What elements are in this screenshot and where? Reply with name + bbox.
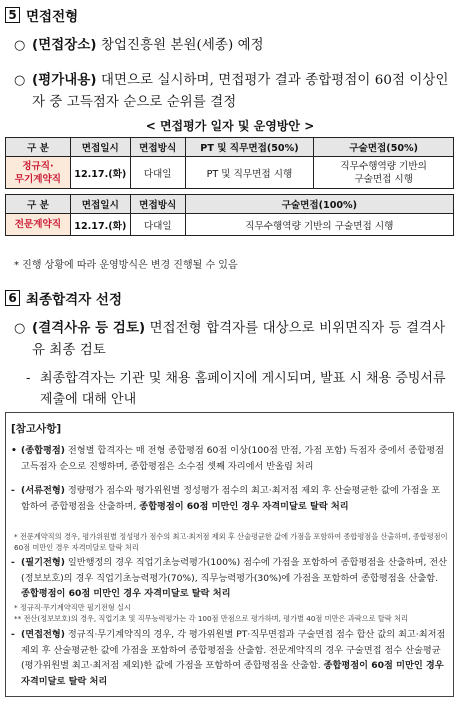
reference-title: [참고사항]: [11, 423, 62, 435]
item-text: 정량평가 점수와 평가위원별 정성평가 점수의 최고·최저점 제외 후 산술평균한 값에 가점을 포함하여 종합평점을 산출하며,: [21, 485, 441, 512]
interview-schedule-table-1: [5, 137, 454, 189]
bullet-text: 대면으로 실시하며, 면접평가 결과 종합평점이 60점 이상인 자 중 고득점자 순으로 순위를 결정: [32, 73, 449, 110]
table-header-row: [6, 138, 454, 157]
cell-method: 다대일: [130, 214, 185, 236]
bullet-text: 창업진흥원 본원(세종) 예정: [96, 38, 264, 53]
reference-subnote: ** 전산(정보보호)의 경우, 직업기초 및 직무능력평가는 각 100점 만점으로 평가하며, 평가별 40점 미만은 과락으로 탈락 처리: [14, 614, 408, 623]
dash-text: 최종합격자는 기관 및 채용 홈페이지에 게시되며, 발표 시 채용 증빙서류 제출에 대해 안내: [40, 371, 446, 407]
header-date: 면접일시: [70, 138, 130, 157]
item-label: (종합평점): [21, 445, 65, 456]
table-caption: < 면접평가 일자 및 운영방안 >: [145, 119, 315, 133]
section-6-heading: [5, 288, 122, 308]
table-row: [6, 157, 454, 189]
section-number-box: 6: [5, 290, 20, 306]
bullet-interview-location: [14, 35, 452, 57]
section-number-box: 5: [5, 7, 20, 23]
circle-bullet-icon: ○: [14, 38, 26, 53]
header-oral: 구술면접(100%): [185, 195, 453, 214]
bullet-evaluation-content: [14, 70, 452, 114]
table-row: [6, 214, 454, 236]
header-date: 면접일시: [70, 195, 130, 214]
item-text: 일반행정의 경우 직업기초능력평가(100%) 점수에 가점을 포함하여 종합평점을 산출하며, 전산(정보보호)의 경우 직업기초능력평가(70%), 직무능력평가(30%)에 가점을 포함하여 종합평점을 산출함.: [21, 557, 448, 584]
item-label: (서류전형): [21, 485, 65, 496]
circle-bullet-icon: ○: [14, 321, 26, 336]
section-5-heading: [5, 5, 78, 25]
dash-mark: -: [11, 485, 15, 496]
bullet-text: 면접전형 합격자를 대상으로 비위면직자 등 결격사유 최종 검토: [32, 321, 446, 358]
operation-note: * 진행 상황에 따라 운영방식은 변경 진행될 수 있음: [14, 260, 238, 271]
cell-oral: 직무수행역량 기반의 구술면접 시행: [185, 214, 453, 236]
item-label: (필기전형): [21, 557, 65, 568]
section-title: 최종합격자 선정: [26, 292, 122, 308]
reference-box: [5, 412, 454, 697]
reference-item-written: [11, 555, 448, 602]
circle-bullet-icon: ○: [14, 73, 26, 88]
section-title: 면접전형: [26, 9, 79, 25]
bullet-label: (평가내용): [32, 73, 97, 88]
header-method: 면접방식: [130, 195, 185, 214]
table-header-row: [6, 195, 454, 214]
reference-item-total-score: [11, 443, 448, 474]
bullet-label: (면접장소): [32, 38, 97, 53]
cell-category: 전문계약직: [6, 214, 71, 236]
item-tail: 종합평점이 60점 미만인 경우 자격미달로 탈락 처리: [21, 588, 231, 599]
header-pt: PT 및 직무면접(50%): [185, 138, 314, 157]
dash-final-announcement: [26, 368, 452, 410]
dash-mark: -: [26, 371, 31, 386]
bullet-label: (결격사유 등 검토): [32, 321, 146, 336]
bullet-disqualification-review: [14, 318, 452, 362]
item-label: (면접전형): [21, 629, 65, 640]
reference-item-document: [11, 483, 448, 514]
cell-method: 다대일: [130, 157, 185, 189]
cell-oral: 직무수행역량 기반의 구술면접 시행: [314, 157, 454, 189]
item-tail: 종합평점이 60점 미만인 경우 자격미달로 탈락 처리: [21, 660, 444, 687]
header-method: 면접방식: [130, 138, 185, 157]
reference-subnote: * 정규직·무기계약직만 필기전형 실시: [14, 603, 131, 612]
dash-mark: -: [11, 629, 15, 640]
cell-date: 12.17.(화): [70, 214, 130, 236]
item-text: 정규직·무기계약직의 경우, 각 평가위원별 PT·직무면접과 구술면접 점수 합산 값의 최고·최저점 제외 후 산술평균한 값에 가점을 포함하여 종합평점을 산출함. 전문계약직의 경우 구술면접 점수 산술평균(평가위원별 최고·최저점 제외)한 값에 가점을 포함하여 종합평점을 산출함.: [21, 629, 446, 671]
item-text: 전형별 합격자는 매 전형 종합평점 60점 이상(100점 만점, 가점 포함) 득점자 중에서 종합평점 고득점자 순으로 진행하며, 종합평점은 소수점 셋째 자리에서 반올림 처리: [21, 445, 444, 472]
bullet-mark: •: [11, 445, 17, 456]
interview-schedule-table-2: [5, 194, 454, 236]
reference-subnote: * 전문계약직의 경우, 평가위원별 정성평가 점수의 최고·최저점 제외 후 산술평균한 값에 가점을 포함하여 종합평점을 산출하며, 종합평점이 60점 미만인 경우 자격미달로 탈락 처리: [14, 532, 448, 552]
header-category: 구 분: [6, 138, 71, 157]
header-oral: 구술면접(50%): [314, 138, 454, 157]
cell-date: 12.17.(화): [70, 157, 130, 189]
cell-category: 정규직· 무기계약직: [6, 157, 71, 189]
item-tail: 종합평점이 60점 미만인 경우 자격미달로 탈락 처리: [139, 500, 349, 512]
header-category: 구 분: [6, 195, 71, 214]
dash-mark: -: [11, 557, 15, 568]
reference-item-interview: [11, 627, 448, 689]
cell-pt: PT 및 직무면접 시행: [185, 157, 314, 189]
